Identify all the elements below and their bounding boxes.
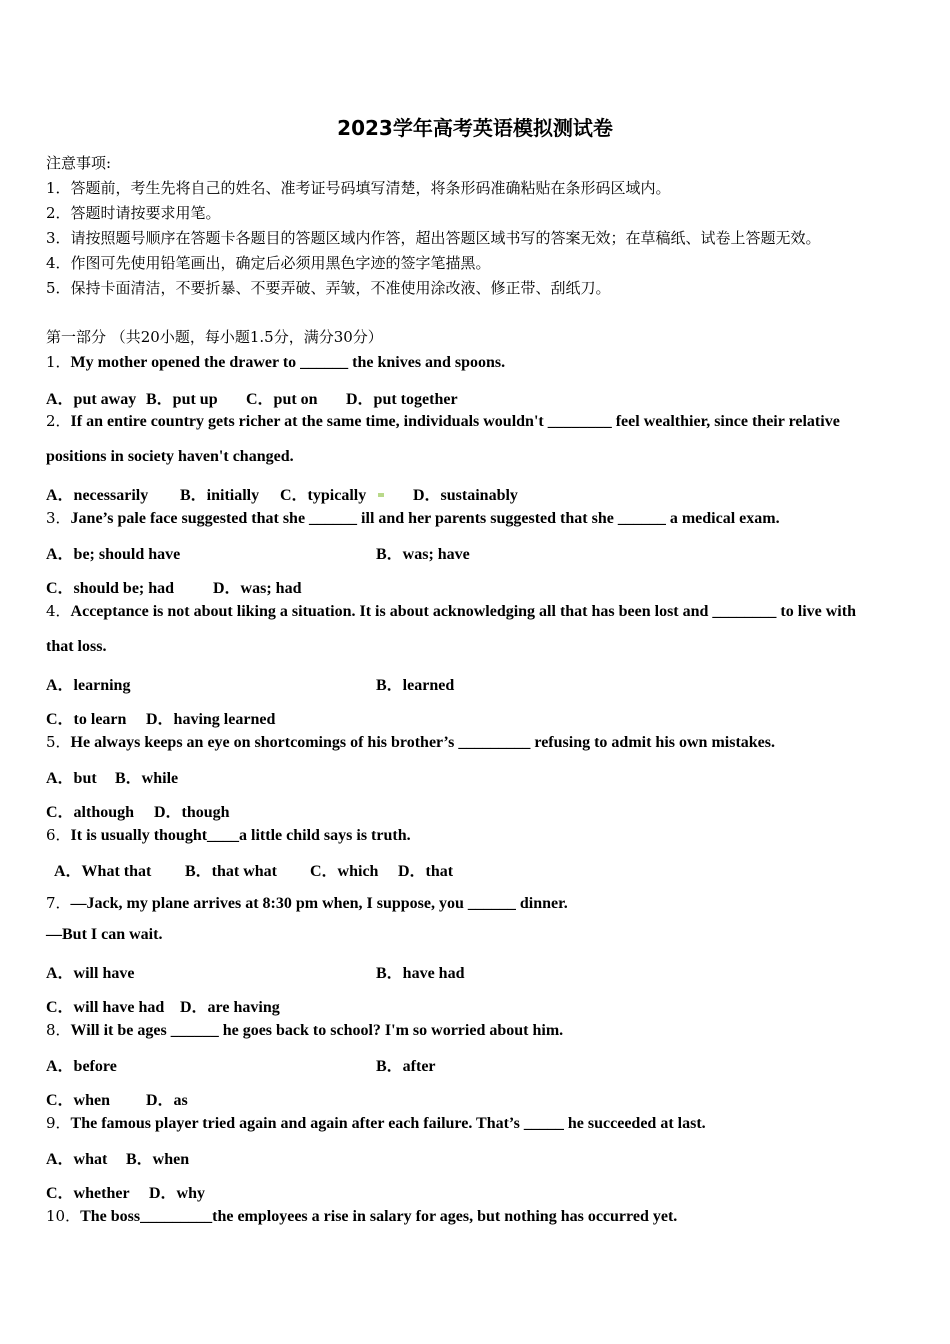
note-2: 2．答题时请按要求用笔。 (46, 204, 221, 222)
question-7 (46, 892, 568, 913)
note-3: 3．请按照题号顺序在答题卡各题目的答题区域内作答，超出答题区域书写的答案无效；在草稿纸、试卷上答题无效。 (46, 229, 821, 247)
option-d: D．as (146, 1092, 188, 1109)
option-b: B．that what (185, 863, 278, 880)
question-stem: It is usually thought____a little child says is truth. (70, 827, 411, 844)
option-b: B．have had (376, 965, 465, 982)
question-stem: The boss_________the employees a rise in salary for ages, but nothing has occurred yet. (80, 1208, 678, 1225)
question-number: 3． (46, 509, 71, 527)
question-4 (46, 600, 856, 621)
option-d: D．why (149, 1185, 206, 1202)
question-stem: My mother opened the drawer to ______ the knives and spoons. (70, 354, 506, 371)
question-stem: Jane’s pale face suggested that she ______ ill and her parents suggested that she ______ a medical exam. (70, 510, 780, 527)
question-number: 7． (46, 894, 71, 912)
question-number: 2． (46, 412, 71, 430)
question-7-continuation: —But I can wait. (46, 926, 163, 943)
option-b: B．initially (180, 487, 260, 504)
notes-heading: 注意事项: (46, 154, 112, 172)
option-b: B．while (115, 770, 179, 787)
question-stem: —Jack, my plane arrives at 8:30 pm when, I suppose, you ______ dinner. (70, 895, 568, 912)
question-stem: If an entire country gets richer at the same time, individuals wouldn't ________ feel wealthier, since their relative (70, 413, 840, 430)
question-4-continuation: that loss. (46, 638, 107, 655)
option-c: C．although (46, 804, 135, 821)
option-a: A．What that (54, 863, 152, 880)
question-8 (46, 1019, 563, 1040)
question-1 (46, 351, 505, 372)
option-d: D．sustainably (413, 487, 518, 504)
option-b: B．after (376, 1058, 436, 1075)
option-b: B．when (126, 1151, 190, 1168)
option-a: A．will have (46, 965, 135, 982)
option-d: D．having learned (146, 711, 276, 728)
option-c: C．should be; had (46, 580, 175, 597)
question-6 (46, 824, 411, 845)
option-d: D．was; had (213, 580, 302, 597)
option-a: A．but (46, 770, 97, 787)
option-b: B．put up (146, 391, 218, 408)
question-number: 6． (46, 826, 71, 844)
option-b: B．was; have (376, 546, 470, 563)
question-2-continuation: positions in society haven't changed. (46, 448, 294, 465)
part-heading: 第一部分 （共20小题，每小题1.5分，满分30分） (46, 328, 383, 346)
question-number: 8． (46, 1021, 71, 1039)
option-a: A．what (46, 1151, 108, 1168)
question-5 (46, 731, 775, 752)
option-a: A．before (46, 1058, 117, 1075)
option-c: C．to learn (46, 711, 127, 728)
option-b: B．learned (376, 677, 455, 694)
question-number: 10． (46, 1207, 81, 1225)
option-a: A．put away (46, 391, 137, 408)
note-5: 5．保持卡面清洁，不要折暴、不要弄破、弄皱，不准使用涂改液、修正带、刮纸刀。 (46, 279, 611, 297)
option-d: D．put together (346, 391, 458, 408)
question-9 (46, 1112, 706, 1133)
question-stem: Acceptance is not about liking a situation. It is about acknowledging all that has been lost and ________ to live with (70, 603, 856, 620)
page-title: 2023学年高考英语模拟测试卷 (337, 116, 613, 140)
option-d: D．are having (180, 999, 280, 1016)
question-10 (46, 1205, 677, 1226)
option-c: C．when (46, 1092, 111, 1109)
option-c: C．which (310, 863, 379, 880)
note-4: 4．作图可先使用铅笔画出，确定后必须用黑色字迹的签字笔描黑。 (46, 254, 491, 272)
note-1: 1．答题前，考生先将自己的姓名、准考证号码填写清楚，将条形码准确粘贴在条形码区域内。 (46, 179, 671, 197)
question-number: 5． (46, 733, 71, 751)
option-c: C．put on (246, 391, 318, 408)
option-d: D．though (154, 804, 230, 821)
highlight-mark (378, 493, 384, 497)
question-stem: Will it be ages ______ he goes back to school? I'm so worried about him. (70, 1022, 564, 1039)
question-3 (46, 507, 780, 528)
question-number: 4． (46, 602, 71, 620)
question-stem: The famous player tried again and again after each failure. That’s _____ he succeeded at last. (70, 1115, 706, 1132)
question-stem: He always keeps an eye on shortcomings of his brother’s _________ refusing to admit his own mistakes. (70, 734, 776, 751)
option-a: A．be; should have (46, 546, 181, 563)
option-c: C．typically (280, 487, 367, 504)
option-d: D．that (398, 863, 454, 880)
question-number: 9． (46, 1114, 71, 1132)
option-a: A．necessarily (46, 487, 149, 504)
option-a: A．learning (46, 677, 131, 694)
question-number: 1． (46, 353, 71, 371)
option-c: C．will have had (46, 999, 165, 1016)
option-c: C．whether (46, 1185, 130, 1202)
question-2 (46, 410, 840, 431)
